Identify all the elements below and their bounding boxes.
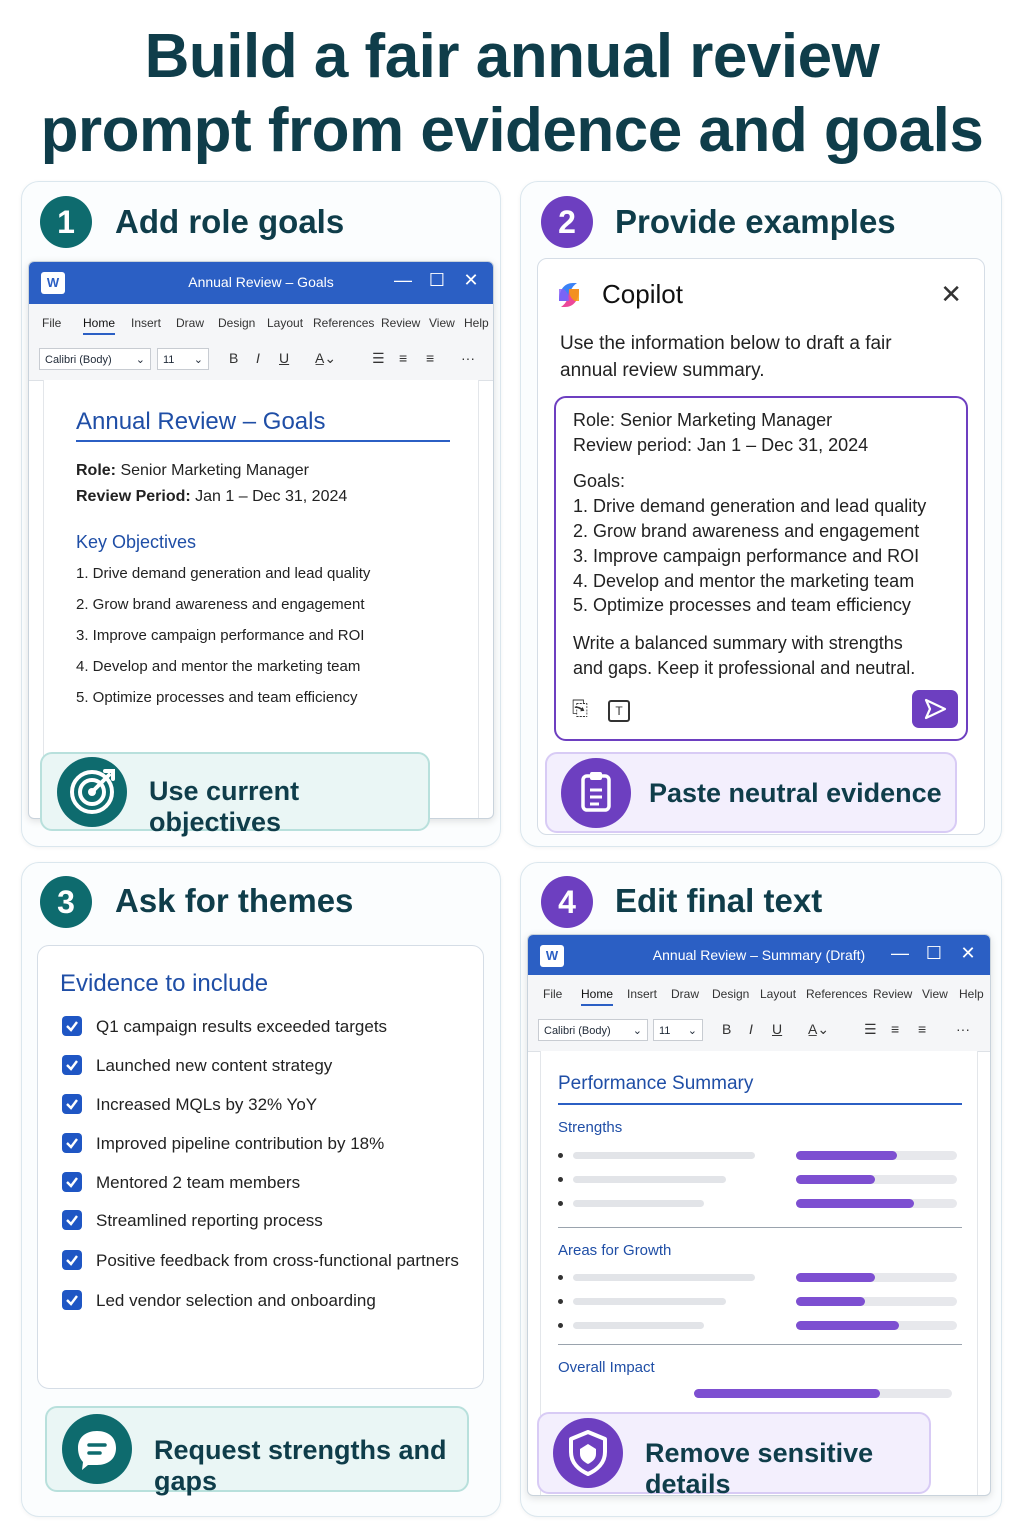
strength-score-fill — [796, 1151, 897, 1160]
strength-score-fill — [796, 1199, 914, 1208]
impact-score-bar — [694, 1389, 952, 1398]
chat-bubble-icon — [62, 1414, 132, 1484]
menu-file[interactable]: File — [543, 987, 563, 1001]
bullets-icon[interactable]: ☰ — [372, 350, 385, 366]
period-value: Jan 1 – Dec 31, 2024 — [195, 488, 348, 505]
checkbox-checked[interactable] — [62, 1016, 82, 1036]
menu-home[interactable]: Home — [83, 316, 115, 335]
prompt-line: and gaps. Keep it professional and neutral. — [573, 658, 916, 678]
placeholder-text-line — [573, 1274, 755, 1281]
maximize-icon[interactable]: ☐ — [925, 943, 943, 963]
chevron-down-icon: ⌄ — [135, 354, 145, 366]
copilot-name: Copilot — [602, 279, 683, 309]
more-options-icon[interactable]: ··· — [956, 1021, 970, 1037]
growth-score-fill — [796, 1273, 875, 1282]
objective-item: 3. Improve campaign performance and ROI — [76, 627, 365, 644]
objective-item: 4. Develop and mentor the marketing team — [76, 658, 361, 675]
growth-score-fill — [796, 1321, 899, 1330]
attach-icon[interactable]: ⎘ — [572, 698, 588, 720]
growth-score-bar — [796, 1297, 957, 1306]
menu-view[interactable]: View — [429, 316, 455, 330]
placeholder-text-line — [573, 1322, 704, 1329]
callout-label: Paste neutral evidence — [649, 778, 942, 808]
copilot-intro-line-1: Use the information below to draft a fair — [560, 333, 892, 354]
clipboard-icon — [561, 758, 631, 828]
checkbox-checked[interactable] — [62, 1055, 82, 1075]
bullet-dot — [558, 1153, 563, 1158]
minimize-icon[interactable]: — — [394, 270, 412, 290]
checkbox-checked[interactable] — [62, 1250, 82, 1270]
bold-button[interactable]: B — [229, 350, 239, 366]
font-family-value: Calibri (Body) — [544, 1025, 611, 1037]
impact-score-fill — [694, 1389, 880, 1398]
italic-button[interactable]: I — [749, 1021, 753, 1037]
menu-draw[interactable]: Draw — [671, 987, 700, 1001]
copilot-pane — [537, 258, 985, 835]
evidence-item: Positive feedback from cross-functional partners — [96, 1251, 459, 1270]
checkbox-checked[interactable] — [62, 1290, 82, 1310]
menu-insert[interactable]: Insert — [131, 316, 162, 330]
close-icon[interactable]: ✕ — [463, 270, 479, 290]
prompt-line: 3. Improve campaign performance and ROI — [573, 546, 920, 566]
evidence-item: Launched new content strategy — [96, 1056, 333, 1075]
align-center-icon[interactable]: ≡ — [399, 350, 408, 366]
prompt-line: Role: Senior Marketing Manager — [573, 410, 833, 430]
menu-insert[interactable]: Insert — [627, 987, 658, 1001]
ribbon-menu — [528, 975, 990, 1011]
menu-file[interactable]: File — [42, 316, 62, 330]
word-title-bar — [528, 935, 990, 975]
prompt-input[interactable] — [554, 396, 968, 741]
chevron-down-icon: ⌄ — [193, 354, 203, 366]
font-size-select[interactable] — [157, 348, 209, 370]
step-3-title: Ask for themes — [115, 882, 354, 919]
copilot-intro-line-2: annual review summary. — [560, 360, 765, 381]
step-3-number: 3 — [40, 876, 92, 928]
title-line-1: Build a fair annual review — [144, 22, 880, 91]
close-icon[interactable]: ✕ — [960, 943, 976, 963]
minimize-icon[interactable]: — — [891, 943, 909, 963]
font-size-select[interactable] — [653, 1019, 703, 1041]
bullet-dot — [558, 1275, 563, 1280]
callout-remove-sensitive-details — [537, 1412, 931, 1499]
copilot-close-icon[interactable]: ✕ — [940, 279, 962, 309]
menu-review[interactable]: Review — [381, 316, 421, 330]
heading-divider — [558, 1103, 962, 1105]
objective-item: 5. Optimize processes and team efficiency — [76, 689, 358, 706]
bullet-dot — [558, 1177, 563, 1182]
word-title-bar — [29, 262, 493, 304]
bullet-dot — [558, 1299, 563, 1304]
evidence-item: Q1 campaign results exceeded targets — [96, 1017, 388, 1036]
chevron-down-icon: ⌄ — [687, 1025, 697, 1037]
placeholder-text-line — [573, 1200, 704, 1207]
growth-heading: Areas for Growth — [558, 1242, 672, 1259]
menu-layout[interactable]: Layout — [267, 316, 304, 330]
menu-review[interactable]: Review — [873, 987, 913, 1001]
font-family-value: Calibri (Body) — [45, 354, 112, 366]
maximize-icon[interactable]: ☐ — [428, 270, 446, 290]
step-4-title: Edit final text — [615, 882, 823, 919]
menu-references[interactable]: References — [806, 987, 868, 1001]
copilot-logo-icon — [553, 279, 585, 311]
evidence-card — [37, 945, 484, 1389]
target-icon — [57, 757, 127, 827]
step-1-number: 1 — [40, 196, 92, 248]
word-window-title: Annual Review – Goals — [188, 274, 334, 290]
bold-button[interactable]: B — [722, 1021, 732, 1037]
prompt-line: 4. Develop and mentor the marketing team — [573, 571, 915, 591]
italic-button[interactable]: I — [256, 350, 260, 366]
word-window-goals — [28, 261, 494, 819]
growth-score-bar — [796, 1273, 957, 1282]
prompt-line: 2. Grow brand awareness and engagement — [573, 521, 920, 541]
bullets-icon[interactable]: ☰ — [864, 1021, 877, 1037]
step-1-title: Add role goals — [115, 203, 345, 240]
align-right-icon[interactable]: ≡ — [918, 1021, 927, 1037]
evidence-item: Mentored 2 team members — [96, 1173, 301, 1192]
role-line — [76, 462, 309, 480]
shield-icon — [553, 1418, 623, 1488]
word-window-title: Annual Review – Summary (Draft) — [652, 947, 866, 963]
menu-help[interactable]: Help — [959, 987, 984, 1001]
impact-heading: Overall Impact — [558, 1359, 655, 1376]
summary-divider — [558, 1227, 962, 1228]
evidence-item: Improved pipeline contribution by 18% — [96, 1134, 385, 1153]
send-icon — [912, 690, 958, 728]
font-size-value: 11 — [163, 354, 175, 366]
menu-view[interactable]: View — [922, 987, 948, 1001]
align-center-icon[interactable]: ≡ — [891, 1021, 900, 1037]
callout-label: Request strengths and gaps — [154, 1435, 447, 1496]
word-logo-icon: W — [41, 272, 65, 294]
strengths-heading: Strengths — [558, 1119, 623, 1136]
checkbox-checked[interactable] — [62, 1210, 82, 1230]
bullet-dot — [558, 1323, 563, 1328]
font-size-value: 11 — [659, 1025, 671, 1037]
step-2-title: Provide examples — [615, 203, 896, 240]
menu-design[interactable]: Design — [712, 987, 750, 1001]
ribbon-toolbar — [29, 340, 493, 381]
prompt-line: 1. Drive demand generation and lead quality — [573, 496, 927, 516]
period-line — [76, 488, 347, 506]
menu-draw[interactable]: Draw — [176, 316, 205, 330]
heading-divider — [76, 440, 450, 442]
evidence-item: Led vendor selection and onboarding — [96, 1291, 376, 1310]
checkbox-checked[interactable] — [62, 1172, 82, 1192]
callout-label: Remove sensitive details — [645, 1438, 874, 1499]
callout-request-strengths-and-gaps — [45, 1406, 469, 1496]
menu-references[interactable]: References — [313, 316, 375, 330]
placeholder-text-line — [573, 1298, 726, 1305]
ribbon-menu — [29, 304, 493, 340]
evidence-heading: Evidence to include — [60, 970, 269, 997]
evidence-item: Increased MQLs by 32% YoY — [96, 1095, 318, 1114]
document-heading: Performance Summary — [558, 1073, 754, 1094]
checkbox-checked[interactable] — [62, 1133, 82, 1153]
callout-use-current-objectives — [40, 752, 430, 837]
strength-score-fill — [796, 1175, 875, 1184]
placeholder-text-line — [573, 1152, 755, 1159]
objective-item: 1. Drive demand generation and lead quality — [76, 565, 371, 582]
ribbon-toolbar — [528, 1011, 990, 1052]
menu-layout[interactable]: Layout — [760, 987, 797, 1001]
chevron-down-icon: ⌄ — [632, 1025, 642, 1037]
evidence-item: Streamlined reporting process — [96, 1211, 323, 1230]
placeholder-text-line — [573, 1176, 726, 1183]
role-value: Senior Marketing Manager — [120, 462, 309, 479]
checkbox-checked[interactable] — [62, 1094, 82, 1114]
font-color-icon[interactable]: A̲⌄ — [808, 1021, 830, 1037]
growth-score-bar — [796, 1321, 957, 1330]
strength-score-bar — [796, 1151, 957, 1160]
strength-score-bar — [796, 1175, 957, 1184]
menu-help[interactable]: Help — [464, 316, 489, 330]
font-family-select[interactable] — [39, 348, 151, 370]
step-4-number: 4 — [541, 876, 593, 928]
underline-button[interactable]: U — [279, 350, 290, 366]
font-color-icon[interactable]: A̲⌄ — [315, 350, 337, 366]
align-right-icon[interactable]: ≡ — [426, 350, 435, 366]
menu-design[interactable]: Design — [218, 316, 256, 330]
summary-divider — [558, 1344, 962, 1345]
underline-button[interactable]: U — [772, 1021, 783, 1037]
growth-score-fill — [796, 1297, 865, 1306]
prompt-line: 5. Optimize processes and team efficiency — [573, 595, 911, 615]
menu-home[interactable]: Home — [581, 987, 613, 1006]
prompt-line: Goals: — [573, 471, 626, 491]
more-options-icon[interactable]: ··· — [461, 350, 475, 366]
role-label: Role: — [76, 462, 116, 479]
title-line-2: prompt from evidence and goals — [40, 96, 984, 165]
step-2-number: 2 — [541, 196, 593, 248]
period-label: Review Period: — [76, 488, 191, 505]
bullet-dot — [558, 1201, 563, 1206]
prompt-line: Write a balanced summary with strengths — [573, 633, 903, 653]
objective-item: 2. Grow brand awareness and engagement — [76, 596, 365, 613]
word-logo-icon: W — [540, 945, 564, 967]
insert-text-icon[interactable]: T — [608, 700, 630, 722]
callout-label: Use current objectives — [149, 776, 300, 837]
objectives-heading: Key Objectives — [76, 532, 197, 552]
send-button[interactable] — [912, 690, 958, 728]
document-heading: Annual Review – Goals — [76, 408, 326, 435]
prompt-line: Review period: Jan 1 – Dec 31, 2024 — [573, 435, 869, 455]
page-title — [0, 20, 1024, 168]
font-family-select[interactable] — [538, 1019, 648, 1041]
callout-paste-neutral-evidence — [545, 752, 957, 833]
strength-score-bar — [796, 1199, 957, 1208]
